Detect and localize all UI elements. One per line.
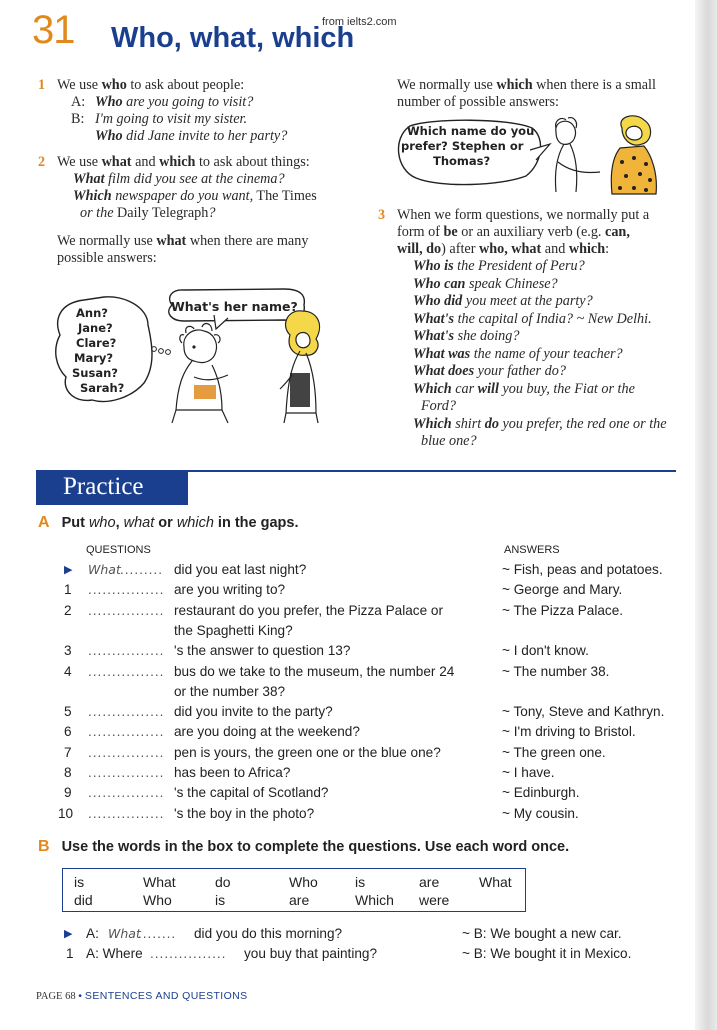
page-footer [36, 990, 248, 1002]
answer-text: ~ Fish, peas and potatoes. [502, 562, 663, 577]
text: ~ B: We bought it in Mexico. [462, 946, 632, 961]
item-number: 7 [64, 744, 72, 760]
text: film did you see at the cinema? [104, 171, 285, 187]
which-bubble-text [401, 124, 535, 169]
question-text: or the number 38? [174, 683, 286, 699]
box-word: were [419, 892, 450, 908]
text: What does [413, 363, 475, 379]
question-text: 's the boy in the photo? [174, 805, 315, 821]
item-number: 2 [64, 602, 72, 618]
example-line [413, 328, 519, 345]
text: or [154, 515, 177, 531]
text: What's [413, 328, 455, 344]
exercise-b-heading [38, 838, 569, 856]
text: the name of your teacher? [470, 345, 623, 362]
answer-text: ~ I don't know. [502, 643, 589, 659]
text: or an auxiliary verb (e.g. [457, 224, 606, 240]
example-line [413, 293, 593, 310]
text: what [123, 515, 155, 531]
question-text: 's the capital of Scotland? [174, 785, 329, 801]
text: Who [95, 94, 123, 110]
box-word: What [479, 874, 512, 890]
text: Who is [413, 258, 454, 274]
text: ) after [441, 241, 479, 257]
text: you buy, the Fiat or the [498, 380, 635, 397]
box-word: is [74, 874, 85, 890]
name-item: Susan? [72, 366, 118, 380]
text: are you going to visit? [122, 94, 254, 110]
text: which [176, 515, 214, 531]
text: Which [413, 415, 452, 432]
item-number: 8 [64, 765, 72, 780]
text: Which [73, 188, 112, 204]
answer-text: ~ My cousin. [502, 805, 579, 821]
text: possible answers: [57, 250, 157, 266]
text [62, 515, 299, 531]
example-line [413, 258, 585, 275]
text: A: Where [86, 946, 143, 961]
text: ~ B: We bought a new car. [462, 926, 622, 941]
answer-gap[interactable]: What [108, 926, 141, 941]
answer-gap[interactable]: ................ [88, 704, 165, 720]
text: • [78, 990, 83, 1002]
text: , [115, 515, 124, 531]
text: you prefer, the red one or the [498, 415, 667, 432]
text: what [101, 154, 132, 170]
text: and [131, 154, 160, 170]
box-word: do [215, 874, 231, 890]
text: who, what [478, 241, 542, 257]
example-line [413, 416, 667, 433]
answer-gap[interactable]: ................ [88, 724, 165, 740]
text: she doing? [454, 328, 520, 344]
item-number: 10 [58, 805, 74, 821]
text: will, do [397, 241, 442, 257]
example-line [413, 276, 558, 293]
text: can, [605, 224, 630, 240]
text: A: [71, 94, 86, 110]
word-box [62, 868, 526, 912]
example-line [413, 346, 623, 363]
text: prefer? Stephen or [401, 139, 524, 153]
text: shirt [451, 415, 485, 432]
text: B: [71, 111, 85, 127]
question-text: pen is yours, the green one or the blue one? [174, 744, 441, 760]
gap-dots: ........ [138, 926, 177, 941]
text: What [73, 171, 105, 187]
text: : [605, 241, 610, 257]
item-number: 3 [64, 643, 72, 659]
text: speak Chinese? [465, 275, 558, 292]
question-text: are you doing at the weekend? [174, 724, 360, 740]
name-item: Clare? [76, 336, 117, 350]
page-number: PAGE 68 [36, 991, 76, 1002]
text: What's [413, 310, 455, 327]
text: who [101, 77, 127, 93]
answer-text: ~ Edinburgh. [502, 785, 580, 801]
name-item: Mary? [74, 351, 114, 365]
text: We normally use [397, 77, 497, 93]
question-text: 's the answer to question 13? [174, 643, 351, 659]
box-word: Who [289, 874, 318, 890]
answer-gap[interactable]: What [88, 562, 121, 577]
text: blue one? [421, 433, 477, 449]
text: which [568, 241, 606, 257]
text: We use [57, 154, 102, 170]
text: When we form questions, we normally put a [397, 207, 650, 223]
text: Which name do you [407, 124, 535, 138]
answer-text: ~ I'm driving to Bristol. [502, 724, 636, 740]
answer-text: ~ George and Mary. [502, 582, 623, 598]
text: Use the words in the box to complete the questions. Use each word once. [61, 839, 570, 855]
text: Who can [413, 275, 466, 292]
text: when there is a small [532, 77, 656, 93]
example-line [413, 311, 652, 328]
answer-gap[interactable]: ................ [88, 785, 165, 801]
box-word: did [74, 892, 93, 908]
question-text: did you eat last night? [174, 562, 307, 577]
box-word: Which [355, 892, 394, 908]
answers-header: ANSWERS [504, 544, 560, 556]
answer-gap[interactable]: ................ [150, 946, 227, 961]
answer-gap[interactable]: ................ [88, 744, 165, 760]
text: Put [61, 515, 89, 531]
question-text: restaurant do you prefer, the Pizza Palace or [174, 602, 444, 618]
text: form of [397, 224, 444, 240]
example-line [413, 381, 635, 398]
text: which [159, 154, 196, 170]
gap-dots: ......... [120, 562, 163, 577]
text: be [443, 224, 458, 240]
page-edge [695, 0, 717, 1030]
text: your father do? [474, 363, 566, 379]
text: which [496, 77, 533, 93]
text: did you do this morning? [194, 926, 343, 941]
text: in the gaps. [213, 515, 299, 531]
name-item: Jane? [78, 321, 113, 335]
example-line [421, 433, 477, 450]
section-name: SENTENCES AND QUESTIONS [84, 990, 248, 1002]
exercise-a-heading [38, 514, 299, 532]
text: I'm going to visit my sister. [95, 111, 247, 127]
text: and [541, 241, 569, 257]
example-line [421, 398, 456, 415]
text: A: [86, 926, 99, 941]
text: Who [95, 128, 123, 144]
text: you meet at the party? [462, 293, 593, 309]
text: to ask about people: [126, 77, 245, 93]
box-word: is [215, 892, 226, 908]
text: We normally use [57, 233, 157, 249]
answer-text: ~ The number 38. [502, 663, 610, 679]
text: when there are many [186, 233, 309, 249]
answer-gap[interactable]: ................ [88, 602, 165, 618]
rule-number: 2 [38, 154, 46, 170]
answer-text: ~ The green one. [502, 744, 606, 760]
item-number: 4 [64, 663, 72, 679]
text: Ford? [421, 398, 456, 414]
answer-gap[interactable]: ................ [88, 663, 165, 679]
answer-text: ~ Tony, Steve and Kathryn. [502, 704, 665, 720]
answer-text: ~ I have. [502, 765, 555, 780]
item-number: 1 [64, 582, 72, 598]
text: Which [413, 380, 452, 397]
exercise-letter: A [38, 514, 50, 531]
item-number: 6 [64, 724, 72, 740]
text: What was [413, 345, 471, 362]
item-number: 5 [64, 704, 72, 720]
answer-gap[interactable]: ................ [88, 765, 165, 780]
text: who [88, 515, 116, 531]
item-number: 9 [64, 785, 72, 801]
text: did Jane invite to her party? [122, 128, 288, 144]
text: the capital of India? ~ New Delhi. [454, 310, 652, 327]
name-item: Sarah? [80, 381, 125, 395]
answer-gap[interactable]: ................ [88, 805, 165, 821]
text: Daily Telegraph [113, 205, 209, 221]
box-word: are [289, 892, 310, 908]
unit-number: 31 [32, 8, 75, 52]
example-arrow-icon: ▶ [64, 564, 73, 576]
text: you buy that painting? [244, 946, 378, 961]
example-line [413, 363, 566, 380]
text: The Times [253, 188, 317, 204]
text: do [484, 415, 499, 432]
rule-number: 1 [38, 77, 46, 93]
source-watermark: from ielts2.com [322, 16, 397, 28]
text: Thomas? [433, 154, 491, 168]
text: or the [80, 205, 114, 221]
question-text: are you writing to? [174, 582, 286, 598]
question-text: bus do we take to the museum, the number 24 [174, 663, 455, 679]
example-arrow-icon: ▶ [64, 928, 73, 940]
text: the President of Peru? [453, 258, 585, 274]
box-word: are [419, 874, 440, 890]
name-item: Ann? [76, 306, 108, 320]
question-text: the Spaghetti King? [174, 622, 293, 638]
text: number of possible answers: [397, 94, 559, 110]
question-text: did you invite to the party? [174, 704, 333, 720]
text: car [451, 380, 478, 397]
speech-bubble-text: What's her name? [171, 299, 298, 314]
text: to ask about things: [195, 154, 310, 170]
text: Who did [413, 293, 463, 309]
box-word: is [355, 874, 366, 890]
item-number: 1 [66, 946, 74, 961]
text: will [477, 380, 499, 397]
text: newspaper do you want, [111, 188, 254, 204]
text: We use [57, 77, 102, 93]
text: what [156, 233, 187, 249]
box-word: What [143, 874, 176, 890]
questions-header: QUESTIONS [86, 544, 151, 556]
answer-gap[interactable]: ................ [88, 643, 165, 659]
exercise-letter: B [38, 838, 50, 855]
question-text: has been to Africa? [174, 765, 291, 780]
unit-title: Who, what, which [111, 22, 355, 54]
rule-number: 3 [378, 207, 386, 223]
answer-gap[interactable]: ................ [88, 582, 165, 598]
names-bubble-text [72, 306, 125, 396]
practice-heading: Practice [36, 471, 188, 505]
box-word: Who [143, 892, 172, 908]
answer-text: ~ The Pizza Palace. [502, 602, 624, 618]
text: ? [208, 205, 216, 221]
